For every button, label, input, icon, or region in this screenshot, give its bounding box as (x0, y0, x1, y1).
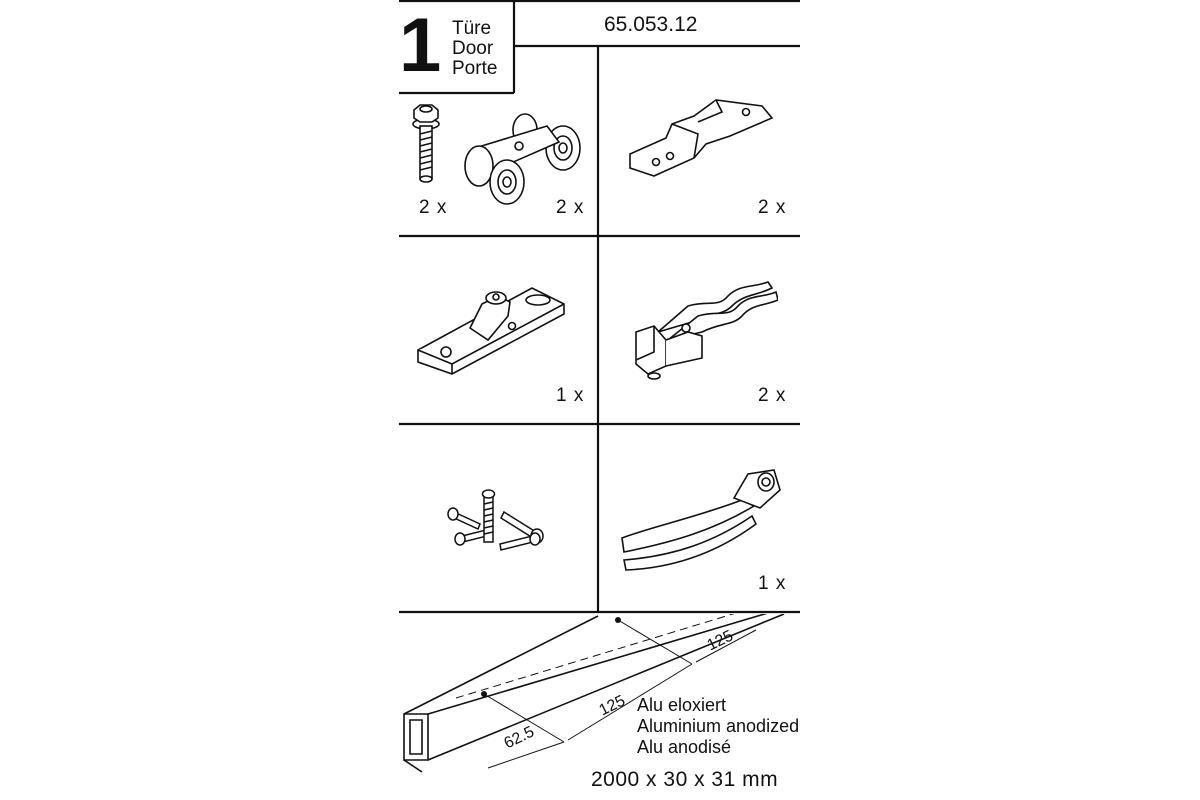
qty-bolt: 2 x (419, 197, 448, 218)
label-de: Türe (452, 18, 492, 39)
qty-bracket: 2 x (758, 197, 787, 218)
rail-dimensions: 2000 x 30 x 31 mm (591, 768, 779, 791)
dim-62-5: 62.5 (501, 723, 538, 753)
screws-icon (444, 482, 554, 562)
material-en: Aluminium anodized (637, 716, 800, 736)
roller-trolley-icon (455, 108, 585, 208)
mounting-bracket-icon (624, 96, 784, 186)
hex-bolt-icon (406, 100, 446, 190)
set-number: 1 (399, 3, 440, 88)
qty-spring-stopper: 1 x (758, 573, 787, 594)
end-stop-clip-icon (628, 270, 778, 390)
qty-end-stop: 2 x (758, 385, 787, 406)
label-fr: Porte (452, 58, 498, 79)
floor-guide-icon (412, 278, 572, 378)
spring-stopper-icon (614, 460, 794, 580)
article-number: 65.053.12 (604, 13, 698, 36)
qty-floor-guide: 1 x (556, 385, 585, 406)
label-en: Door (452, 38, 494, 59)
dim-125-a: 125 (596, 692, 629, 720)
material-fr: Alu anodisé (637, 737, 732, 757)
qty-trolley: 2 x (556, 197, 585, 218)
dim-125-b: 125 (704, 627, 737, 655)
material-de: Alu eloxiert (637, 695, 727, 715)
